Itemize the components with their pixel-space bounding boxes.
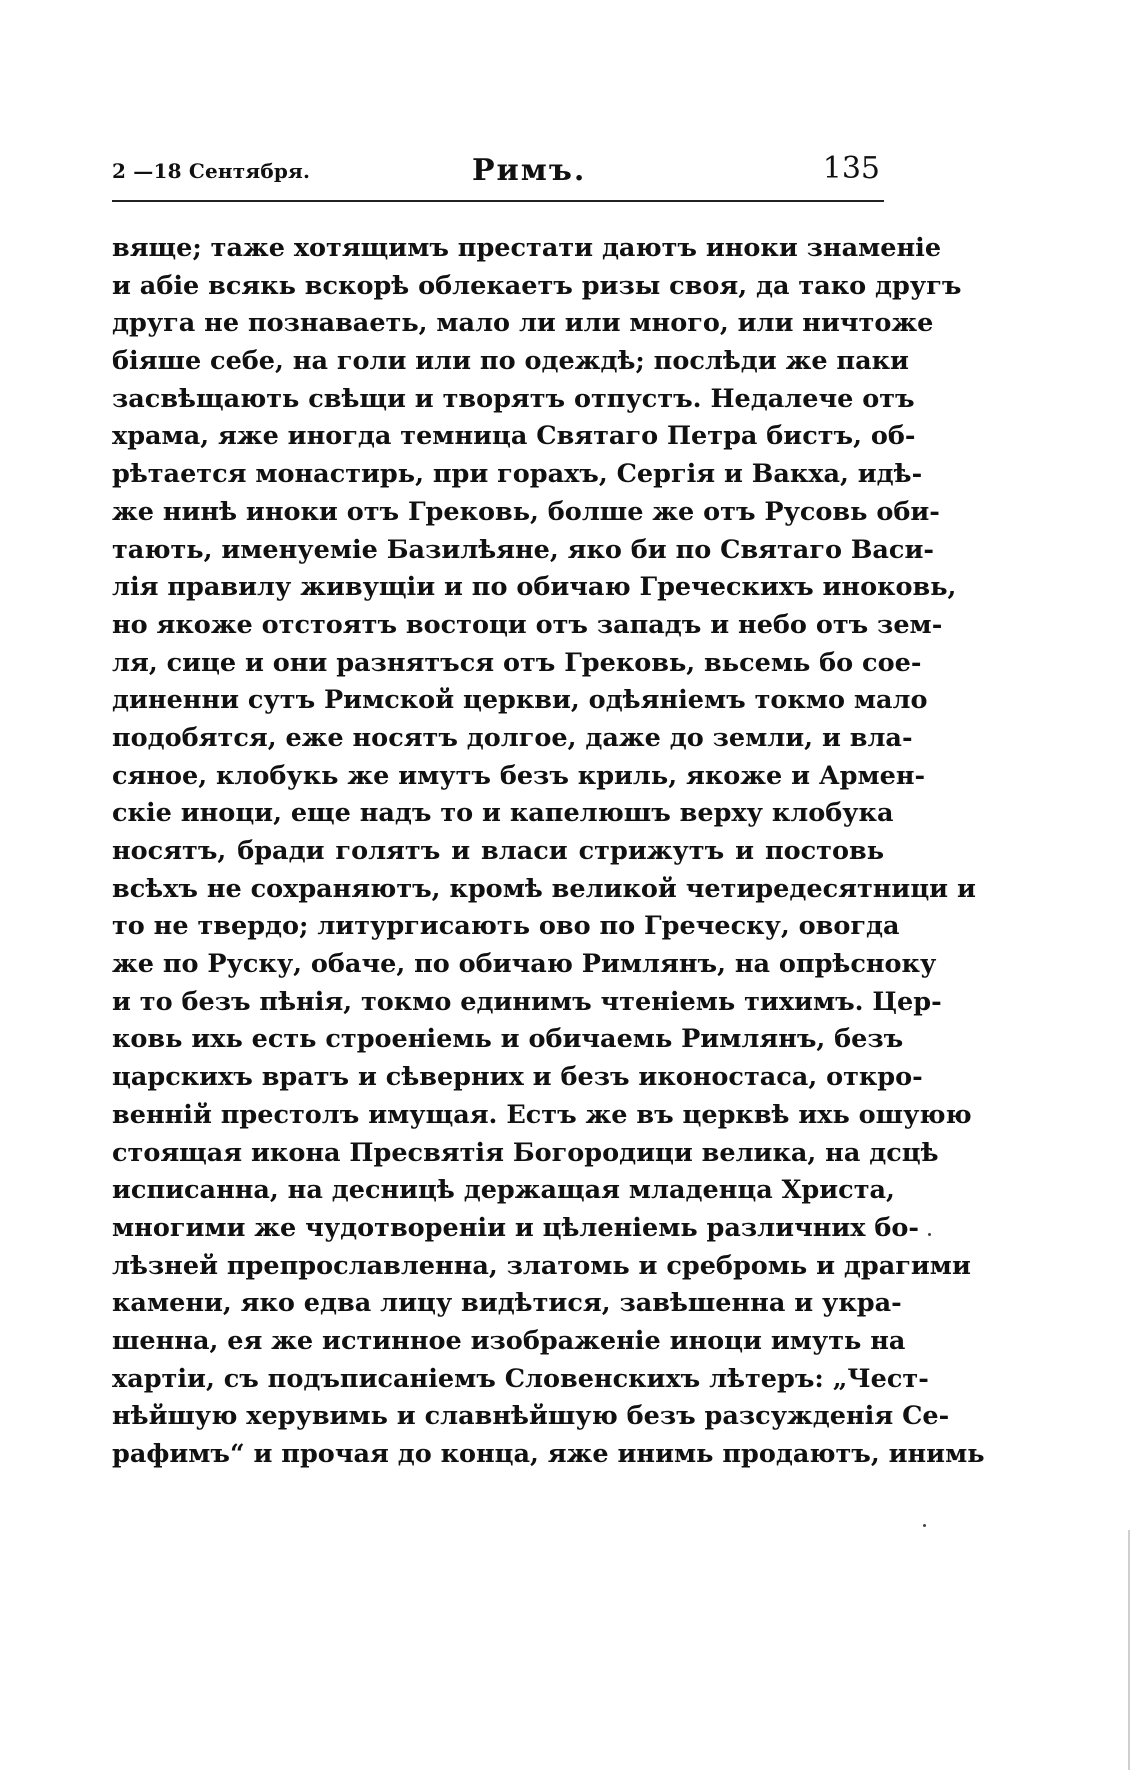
page-number: 135 xyxy=(822,151,880,186)
text-line: друга не познаваеть, мало ли или много, или ничтоже xyxy=(112,308,934,339)
scan-edge-line xyxy=(1128,1530,1130,1770)
text-line: исписанна, на десницѣ держащая младенца Христа, xyxy=(112,1175,895,1206)
text-line: но якоже отстоятъ востоци отъ западъ и небо отъ зем- xyxy=(112,609,943,640)
text-line: храма, яже иногда темница Святаго Петра бистъ, об- xyxy=(112,421,916,452)
text-line: рѣтается монастирь, при горахъ, Сергія и Вакха, идѣ- xyxy=(112,459,923,490)
text-line: вяще; таже хотящимъ престати даютъ иноки знаменіе xyxy=(112,233,942,263)
text-line: засвѣщають свѣщи и творятъ отпустъ. Недалече отъ xyxy=(112,383,915,414)
text-line: и то безъ пѣнія, токмо единимъ чтеніемь тихимъ. Цер- xyxy=(112,986,942,1017)
header-rule xyxy=(112,200,884,202)
scan-speck xyxy=(923,1524,926,1527)
text-line: лія правилу живущіи и по обичаю Греческихъ иноковь, xyxy=(112,572,957,603)
text-line: ковь ихь есть строеніемь и обичаемь Римлянъ, безъ xyxy=(112,1024,904,1055)
text-line: венній престолъ имущая. Естъ же въ церквѣ ихь ошуюю xyxy=(112,1099,972,1130)
text-line: скіе иноци, еще надъ то и капелюшъ верху клобука xyxy=(112,798,894,829)
text-line: многими же чудотвореніи и цѣленіемь различних бо- xyxy=(112,1212,919,1243)
text-line: біяше себе, на голи или по одеждѣ; послѣди же паки xyxy=(112,346,909,377)
text-line: хартіи, съ подъписаніемъ Словенскихъ лѣтеръ: „Чест- xyxy=(112,1363,929,1394)
text-line: подобятся, еже носятъ долгое, даже до земли, и вла- xyxy=(112,722,913,753)
text-line: всѣхъ не сохраняютъ, кромѣ великой четиредесятници и xyxy=(112,873,976,904)
text-line: рафимъ“ и прочая до конца, яже инимь продаютъ, инимь xyxy=(112,1439,985,1469)
text-line: камени, яко едва лицу видѣтися, завѣшенна и укра- xyxy=(112,1288,902,1319)
running-date: 2 —18 Сентября. xyxy=(112,159,311,183)
text-line: то не твердо; литургисають ово по Греческу, овогда xyxy=(112,911,900,942)
text-line: шенна, ея же истинное изображеніе иноци имуть на xyxy=(112,1325,906,1356)
scan-speck xyxy=(928,1233,931,1236)
text-line: нѣйшую херувимь и славнѣйшую безъ разсужденія Се- xyxy=(112,1401,950,1432)
text-line: же нинѣ иноки отъ Грековь, болше же отъ Русовь оби- xyxy=(112,496,940,527)
text-line: тають, именуеміе Базилѣяне, яко би по Святаго Васи- xyxy=(112,534,934,565)
body-text xyxy=(112,230,985,1474)
text-line: диненни сутъ Римской церкви, одѣяніемъ токмо мало xyxy=(112,685,928,716)
running-header xyxy=(112,153,882,201)
text-line: ля, сице и они разнятъся отъ Грековь, вьсемь бо сое- xyxy=(112,647,922,678)
running-title: Римъ. xyxy=(472,153,587,188)
text-line: царскихъ вратъ и сѣверних и безъ иконостаса, откро- xyxy=(112,1062,923,1093)
text-line: носятъ, бради голятъ и власи стрижутъ и постовь xyxy=(112,836,884,866)
text-line: стоящая икона Пресвятія Богородици велика, на дсцѣ xyxy=(112,1137,939,1168)
text-line: же по Руску, обаче, по обичаю Римлянъ, на опрѣсноку xyxy=(112,949,937,980)
text-line: сяное, клобукь же имутъ безъ криль, якоже и Армен- xyxy=(112,760,926,791)
text-line: лѣзней препрославленна, златомь и сребромь и драгими xyxy=(112,1250,971,1281)
text-line: и абіе всякь вскорѣ облекаетъ ризы своя, да тако другъ xyxy=(112,270,962,301)
